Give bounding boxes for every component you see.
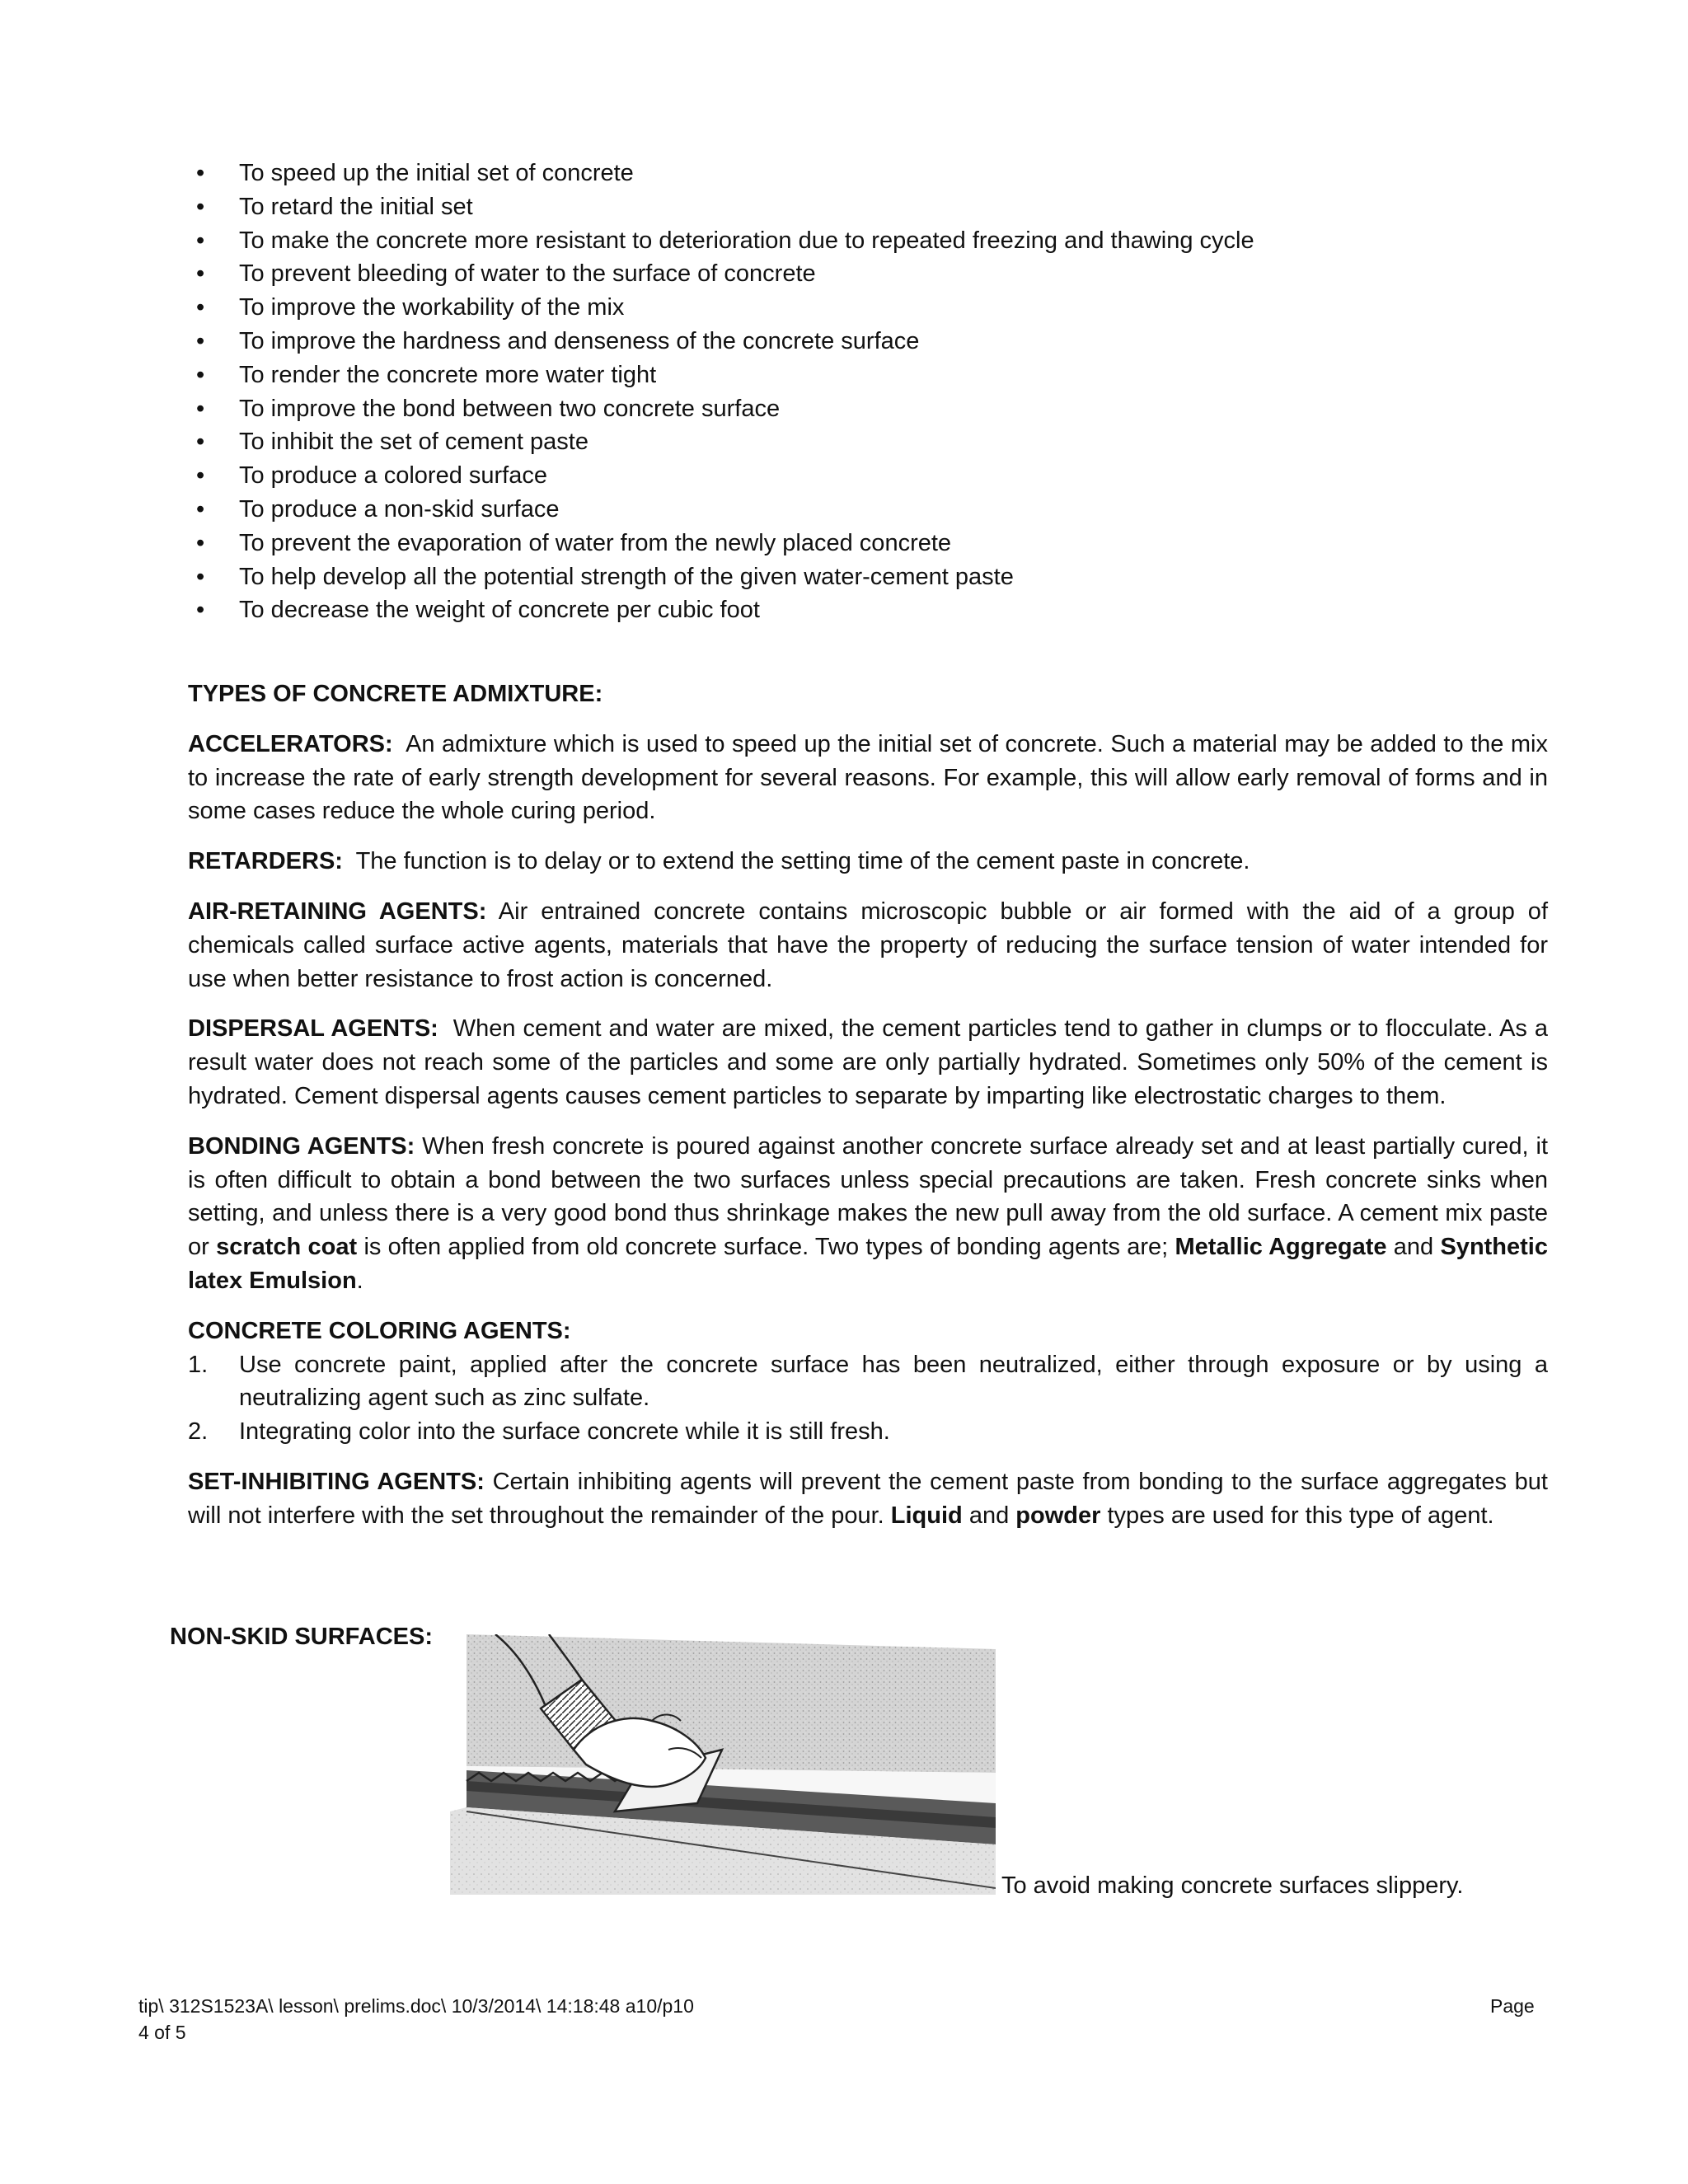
air-retaining-text: Air entrained concrete contains microscopic bubble or air formed with the aid of a group of chemicals called surface active agents, materials that have the property of reducing the surface tension of water intended for use when better resistance to frost action is concerned. (188, 898, 1548, 992)
figure-caption: To avoid making concrete surfaces slippery. (1001, 1872, 1464, 1899)
admixture-types-section (188, 677, 1548, 1549)
list-number: 2. (188, 1418, 209, 1446)
retarders-text: The function is to delay or to extend the setting time of the cement paste in concrete. (355, 848, 1250, 875)
air-retaining-heading: AIR-RETAINING AGENTS: (188, 898, 487, 925)
bonding-bold-term: scratch coat (216, 1234, 358, 1261)
retarders-heading: RETARDERS: (188, 848, 343, 875)
footer-page-label: Page (1490, 1995, 1535, 2017)
retarders-paragraph (188, 845, 1548, 879)
list-item: • To improve the bond between two concrete surface (188, 392, 1548, 426)
list-item: 1. Use concrete paint, applied after the concrete surface has been neutralized, either through exposure or by using a neutralizing agent such as zinc sulfate. (188, 1348, 1548, 1416)
bullet-symbol: • (196, 597, 205, 624)
bullet-symbol: • (196, 193, 205, 220)
footer-path: tip\ 312S1523A\ lesson\ prelims.doc\ 10/3/2014\ 14:18:48 a10/p10 4 of 5 (138, 1993, 694, 2046)
set-inhibiting-paragraph (188, 1465, 1548, 1533)
set-inhibiting-bold-term: powder (1015, 1502, 1101, 1529)
bonding-heading: BONDING AGENTS: (188, 1132, 415, 1160)
page-count: 4 of 5 (138, 2022, 186, 2043)
list-item: • To decrease the weight of concrete per cubic foot (188, 593, 1548, 627)
bullet-symbol: • (196, 462, 205, 490)
dispersal-heading: DISPERSAL AGENTS: (188, 1015, 438, 1043)
bonding-paragraph (188, 1130, 1548, 1298)
bonding-bold-term: Synthetic latex Emulsion (188, 1234, 1548, 1294)
accelerators-heading: ACCELERATORS: (188, 730, 393, 757)
purposes-bullet-list (188, 157, 1548, 627)
bullet-symbol: • (196, 327, 205, 354)
bullet-symbol: • (196, 395, 205, 422)
list-item: • To produce a non-skid surface (188, 493, 1548, 527)
set-inhibiting-text: types are used for this type of agent. (1107, 1502, 1494, 1529)
bullet-symbol: • (196, 260, 205, 288)
coloring-list (188, 1348, 1548, 1449)
bonding-text: When fresh concrete is poured against another concrete surface already set and at least partially cured, it is often difficult to obtain a bond between the two surfaces unless special precautions are taken. Fresh concrete sinks when setting, and unless there is a very good bond thus shrinkage makes the new pull away from the old surface. A cement mix paste or (188, 1132, 1548, 1261)
bullet-symbol: • (196, 495, 205, 523)
bonding-text: . (356, 1267, 363, 1294)
list-item: • To prevent the evaporation of water from the newly placed concrete (188, 527, 1548, 560)
bonding-bold-term: Metallic Aggregate (1175, 1234, 1387, 1261)
accelerators-text: An admixture which is used to speed up the initial set of concrete. Such a material may be added to the mix to increase the rate of early strength development for several reasons. For example, this will allow early removal of forms and in some cases reduce the whole curing period. (188, 730, 1549, 825)
list-item: • To help develop all the potential strength of the given water-cement paste (188, 560, 1548, 594)
bullet-symbol: • (196, 563, 205, 590)
list-item: 2. Integrating color into the surface concrete while it is still fresh. (188, 1415, 1548, 1449)
list-item: • To make the concrete more resistant to deterioration due to repeated freezing and thawing cycle (188, 224, 1548, 258)
list-item: • To retard the initial set (188, 190, 1548, 224)
set-inhibiting-heading: SET-INHIBITING AGENTS: (188, 1468, 485, 1495)
dispersal-paragraph (188, 1012, 1548, 1113)
list-item: • To inhibit the set of cement paste (188, 425, 1548, 459)
bonding-text: is often applied from old concrete surface. Two types of bonding agents are; (363, 1234, 1169, 1261)
bullet-symbol: • (196, 429, 205, 456)
list-item: • To improve the workability of the mix (188, 291, 1548, 325)
bullet-symbol: • (196, 160, 205, 186)
air-retaining-paragraph (188, 895, 1548, 996)
non-skid-heading: NON-SKID SURFACES: (170, 1624, 434, 1650)
bullet-symbol: • (196, 529, 205, 556)
set-inhibiting-text: and (968, 1502, 1010, 1529)
coloring-heading: CONCRETE COLORING AGENTS: (188, 1317, 571, 1344)
list-number: 1. (188, 1351, 209, 1378)
list-item: • To speed up the initial set of concrete (188, 157, 1548, 190)
list-item: • To prevent bleeding of water to the surface of concrete (188, 257, 1548, 291)
bullet-symbol: • (196, 227, 205, 254)
bullet-symbol: • (196, 361, 205, 388)
non-skid-illustration (450, 1634, 996, 1895)
set-inhibiting-bold-term: Liquid (890, 1502, 963, 1529)
list-item: • To render the concrete more water tight (188, 359, 1548, 392)
section-title: TYPES OF CONCRETE ADMIXTURE: (188, 681, 603, 707)
dispersal-text: When cement and water are mixed, the cement particles tend to gather in clumps or to flocculate. As a result water does not reach some of the particles and some are only partially hydrated. Sometimes only 50% of the cement is hydrated. Cement dispersal agents causes cement particles to separate by imparting like electrostatic charges to them. (188, 1015, 1548, 1109)
bonding-text: and (1393, 1234, 1434, 1261)
set-inhibiting-text: Certain inhibiting agents will prevent the cement paste from bonding to the surface aggregates but will not interfere with the set throughout the remainder of the pour. (188, 1468, 1548, 1529)
list-item: • To produce a colored surface (188, 459, 1548, 493)
list-item: • To improve the hardness and denseness of the concrete surface (188, 325, 1548, 359)
bullet-symbol: • (196, 294, 205, 321)
accelerators-paragraph (188, 728, 1548, 828)
